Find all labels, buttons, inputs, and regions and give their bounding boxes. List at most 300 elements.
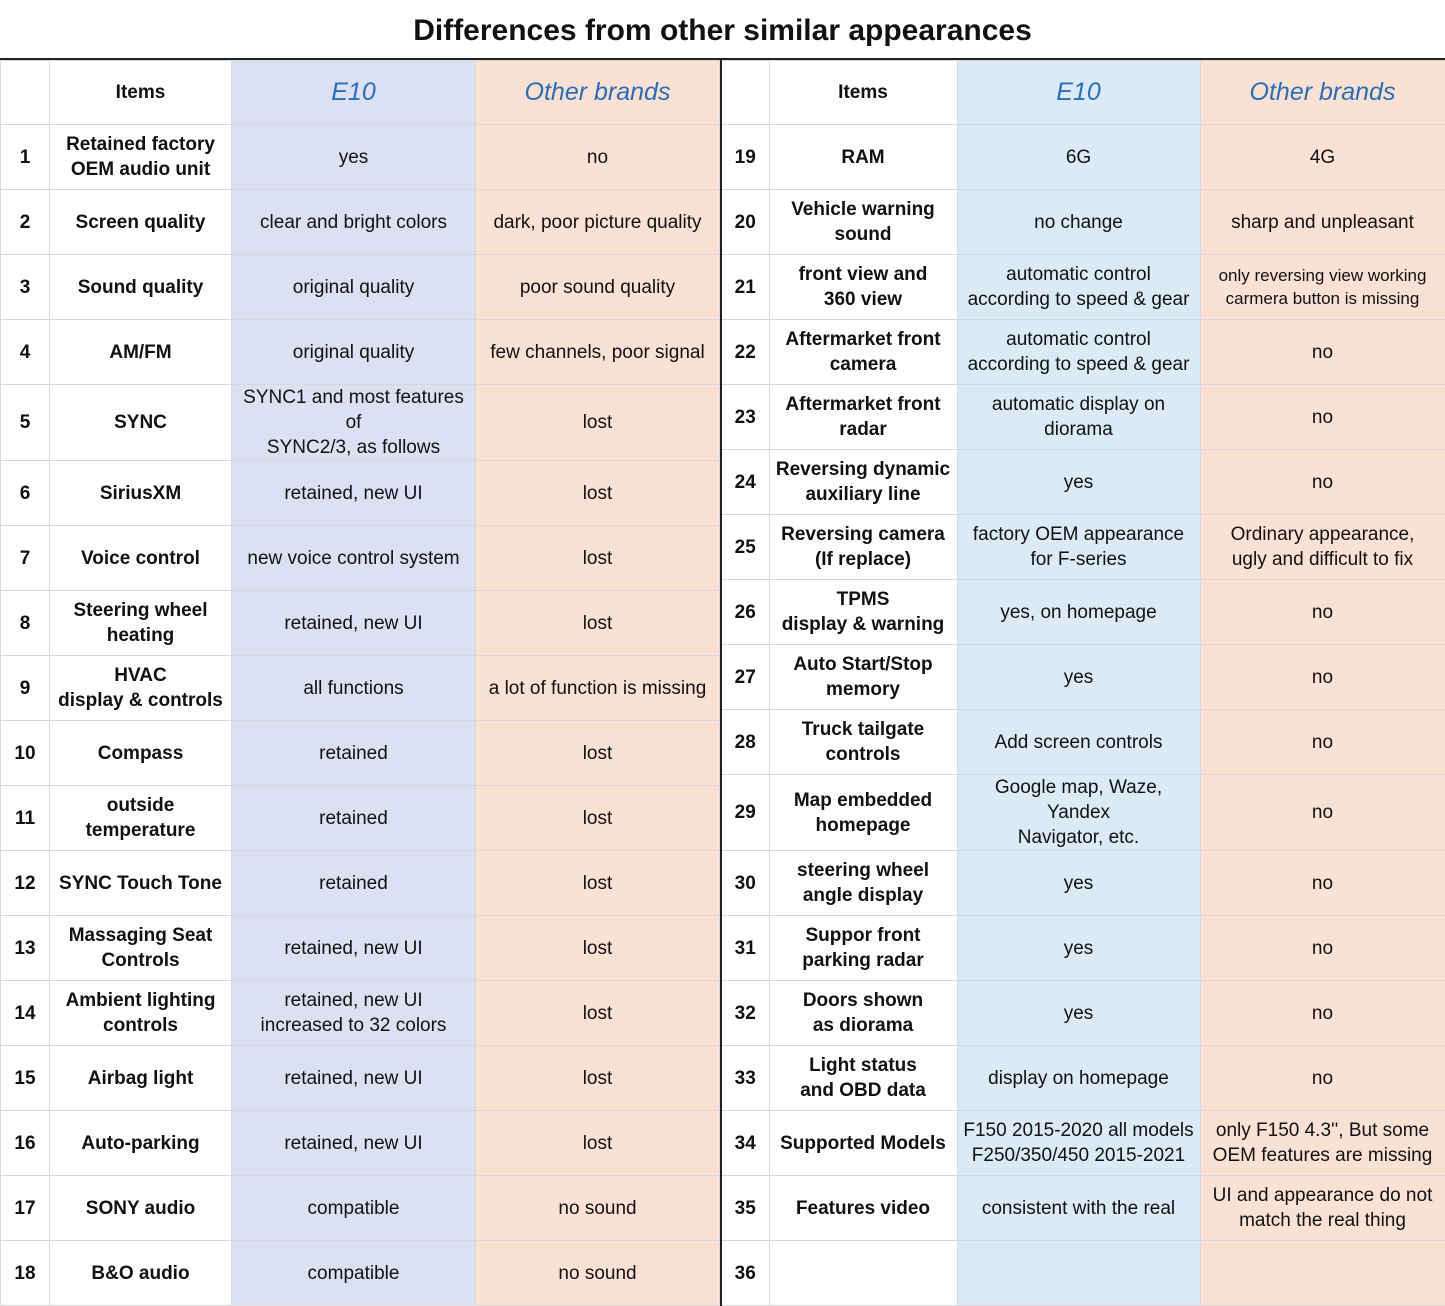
e10-cell-line: retained, new UI (284, 612, 423, 634)
e10-cell (957, 710, 1200, 775)
e10-cell (232, 851, 476, 916)
other-brands-cell (1200, 851, 1445, 916)
other-brands-cell (476, 461, 720, 526)
other-brands-cell (1200, 450, 1445, 515)
other-brands-cell (476, 981, 720, 1046)
item-cell-line: SiriusXM (99, 482, 182, 504)
e10-cell-line: original quality (292, 276, 415, 298)
table-row (1, 656, 720, 721)
other-brands-cell (476, 190, 720, 255)
other-brands-cell-line: no (1311, 666, 1334, 688)
e10-cell-line: consistent with the real (981, 1197, 1176, 1219)
e10-cell-line: original quality (292, 341, 415, 363)
table-row (1, 1046, 720, 1111)
e10-cell-line: compatible (307, 1262, 400, 1284)
other-brands-cell (476, 385, 720, 461)
other-brands-cell-line: OEM features are missing (1212, 1145, 1433, 1166)
other-brands-cell-line: no (1311, 731, 1334, 753)
row-number: 33 (721, 1046, 769, 1111)
e10-cell (232, 591, 476, 656)
e10-cell (957, 1046, 1200, 1111)
item-cell (769, 645, 957, 710)
row-number: 35 (721, 1176, 769, 1241)
item-cell-line: Controls (101, 950, 180, 971)
other-brands-cell-line: 4G (1309, 146, 1336, 168)
table-row (1, 916, 720, 981)
other-brands-cell (476, 656, 720, 721)
e10-cell (232, 125, 476, 190)
e10-cell-line: automatic display on (991, 394, 1166, 415)
item-cell-line: Ambient lighting (65, 990, 216, 1011)
item-cell-line: Reversing camera (781, 524, 945, 545)
e10-cell (957, 851, 1200, 916)
row-number: 2 (1, 190, 50, 255)
other-brands-cell (476, 721, 720, 786)
other-brands-cell-line: ugly and difficult to fix (1231, 549, 1414, 570)
item-cell (769, 320, 957, 385)
table-row (1, 1111, 720, 1176)
e10-cell-line: factory OEM appearance (972, 524, 1185, 545)
other-brands-cell-line: no (1311, 601, 1334, 623)
table-row (721, 1176, 1445, 1241)
other-brands-cell (1200, 916, 1445, 981)
other-brands-cell (1200, 190, 1445, 255)
item-cell (769, 450, 957, 515)
other-brands-cell (1200, 710, 1445, 775)
e10-cell-line: new voice control system (247, 547, 460, 569)
item-cell (769, 851, 957, 916)
header-items: Items (50, 61, 232, 125)
item-cell (50, 255, 232, 320)
row-number: 22 (721, 320, 769, 385)
item-cell-line: Truck tailgate (801, 719, 925, 740)
e10-cell-line: Google map, Waze, Yandex (994, 777, 1163, 823)
other-brands-cell-line: lost (582, 1067, 613, 1089)
table-row (1, 1176, 720, 1241)
header-num (721, 61, 769, 125)
other-brands-cell-line: dark, poor picture quality (493, 211, 702, 233)
other-brands-cell-line: carmera button is missing (1225, 289, 1420, 308)
e10-cell (957, 255, 1200, 320)
item-cell-line: display & controls (58, 690, 223, 711)
item-cell-line: homepage (815, 814, 911, 836)
item-cell-line: steering wheel (797, 860, 929, 881)
item-cell-line: Massaging Seat (68, 925, 213, 946)
item-cell-line: controls (825, 744, 901, 765)
e10-cell-line: automatic control (1006, 264, 1151, 285)
e10-cell-line: Navigator, etc. (1017, 827, 1140, 848)
item-cell-line: TPMS (836, 589, 890, 610)
item-cell (50, 526, 232, 591)
other-brands-cell-line: no (586, 146, 609, 168)
other-brands-cell-line: no (1311, 1002, 1334, 1024)
e10-cell-line: Add screen controls (994, 731, 1163, 753)
row-number: 20 (721, 190, 769, 255)
header-other-brands: Other brands (1200, 61, 1445, 125)
e10-cell (232, 190, 476, 255)
row-number: 25 (721, 515, 769, 580)
item-cell-line: Reversing dynamic (775, 459, 951, 480)
item-cell-line: and OBD data (800, 1080, 926, 1101)
comparison-table-right (720, 60, 1445, 1306)
item-cell-line: B&O audio (91, 1262, 190, 1284)
table-row (1, 190, 720, 255)
item-cell (769, 981, 957, 1046)
e10-cell (957, 190, 1200, 255)
item-cell-line: outside (106, 795, 175, 816)
row-number: 16 (1, 1111, 50, 1176)
comparison-table-left (0, 60, 720, 1306)
other-brands-cell-line: lost (582, 937, 613, 959)
e10-cell-line: all functions (303, 677, 404, 699)
item-cell-line: Auto Start/Stop (793, 654, 933, 675)
e10-cell-line: retained (319, 807, 388, 829)
table-row (721, 851, 1445, 916)
item-cell (769, 916, 957, 981)
other-brands-cell-line: no (1311, 341, 1334, 363)
item-cell-line: temperature (85, 820, 196, 841)
e10-cell-line: according to speed & gear (967, 289, 1190, 310)
other-brands-cell-line: lost (582, 807, 613, 829)
item-cell (50, 1176, 232, 1241)
e10-cell-line: retained, new UI (284, 990, 423, 1011)
item-cell (769, 515, 957, 580)
e10-cell (232, 1046, 476, 1111)
other-brands-cell (1200, 645, 1445, 710)
table-row (721, 645, 1445, 710)
other-brands-cell (1200, 515, 1445, 580)
other-brands-cell-line: sharp and unpleasant (1231, 211, 1414, 233)
other-brands-cell (476, 125, 720, 190)
row-number: 6 (1, 461, 50, 526)
item-cell-line: Sound quality (77, 276, 204, 298)
table-row (721, 450, 1445, 515)
row-number: 28 (721, 710, 769, 775)
table-row (721, 125, 1445, 190)
e10-cell (957, 580, 1200, 645)
item-cell-line: Auto-parking (81, 1132, 200, 1154)
e10-cell-line: no change (1034, 211, 1123, 233)
item-cell-line: HVAC (114, 665, 167, 686)
other-brands-cell-line: no sound (558, 1262, 637, 1284)
item-cell-line: Steering wheel (73, 600, 208, 621)
e10-cell-line: according to speed & gear (967, 354, 1190, 375)
other-brands-cell-line: match the real thing (1239, 1210, 1406, 1231)
other-brands-cell-line: lost (582, 742, 613, 764)
e10-cell (232, 461, 476, 526)
e10-cell-line: compatible (307, 1197, 400, 1219)
e10-cell (232, 526, 476, 591)
item-cell (50, 1046, 232, 1111)
item-cell-line: auxiliary line (805, 484, 921, 505)
other-brands-cell (1200, 775, 1445, 851)
e10-cell (957, 125, 1200, 190)
row-number: 29 (721, 775, 769, 851)
table-header-row (1, 61, 720, 125)
row-number: 12 (1, 851, 50, 916)
e10-cell (232, 1176, 476, 1241)
e10-cell-line: display on homepage (988, 1067, 1169, 1089)
e10-cell (232, 320, 476, 385)
item-cell-line: Features video (795, 1197, 931, 1219)
item-cell (769, 1111, 957, 1176)
e10-cell (957, 320, 1200, 385)
e10-cell-line: retained, new UI (284, 937, 423, 959)
header-e10: E10 (957, 61, 1200, 125)
e10-cell (232, 656, 476, 721)
item-cell (769, 255, 957, 320)
item-cell-line: as diorama (812, 1015, 914, 1036)
other-brands-cell-line: no (1311, 937, 1334, 959)
item-cell (50, 591, 232, 656)
item-cell-line: RAM (841, 146, 885, 168)
row-number: 31 (721, 916, 769, 981)
table-row (721, 190, 1445, 255)
table-row (1, 526, 720, 591)
other-brands-cell (1200, 580, 1445, 645)
table-row (1, 320, 720, 385)
item-cell-line: sound (834, 224, 892, 245)
other-brands-cell-line: UI and appearance do not (1212, 1185, 1433, 1206)
item-cell (769, 710, 957, 775)
row-number: 19 (721, 125, 769, 190)
other-brands-cell-line: lost (582, 612, 613, 634)
other-brands-cell (1200, 1111, 1445, 1176)
e10-cell (232, 721, 476, 786)
item-cell (50, 851, 232, 916)
item-cell-line: Map embedded (793, 789, 933, 811)
other-brands-cell-line: only reversing view working (1218, 266, 1427, 285)
other-brands-cell (476, 1111, 720, 1176)
e10-cell (232, 981, 476, 1046)
e10-cell-line: for F-series (1030, 549, 1127, 570)
e10-cell (957, 385, 1200, 450)
item-cell (50, 916, 232, 981)
page-title: Differences from other similar appearances (0, 0, 1445, 60)
header-other-brands: Other brands (476, 61, 720, 125)
item-cell (50, 981, 232, 1046)
row-number: 24 (721, 450, 769, 515)
item-cell-line: Aftermarket front (785, 329, 941, 350)
table-row (1, 255, 720, 320)
e10-cell-line: F250/350/450 2015-2021 (971, 1145, 1186, 1166)
header-e10: E10 (232, 61, 476, 125)
item-cell-line: AM/FM (109, 341, 172, 363)
other-brands-cell (1200, 255, 1445, 320)
other-brands-cell (1200, 1046, 1445, 1111)
item-cell-line: camera (829, 354, 897, 375)
row-number: 8 (1, 591, 50, 656)
other-brands-cell (476, 255, 720, 320)
table-row (1, 591, 720, 656)
item-cell (769, 580, 957, 645)
row-number: 5 (1, 385, 50, 461)
item-cell-line: Suppor front (805, 925, 921, 946)
item-cell-line: Vehicle warning (791, 199, 935, 220)
row-number: 26 (721, 580, 769, 645)
e10-cell-line: retained, new UI (284, 482, 423, 504)
e10-cell-line: retained, new UI (284, 1067, 423, 1089)
item-cell (769, 1046, 957, 1111)
e10-cell (957, 775, 1200, 851)
other-brands-cell-line: lost (582, 872, 613, 894)
table-row (721, 255, 1445, 320)
row-number: 13 (1, 916, 50, 981)
item-cell-line: angle display (802, 885, 924, 906)
item-cell (769, 125, 957, 190)
table-row (1, 125, 720, 190)
e10-cell-line: yes (1063, 1002, 1094, 1024)
other-brands-cell-line: lost (582, 412, 613, 433)
other-brands-cell (476, 1176, 720, 1241)
item-cell (769, 190, 957, 255)
other-brands-cell (1200, 1176, 1445, 1241)
row-number: 36 (721, 1241, 769, 1306)
other-brands-cell-line: no (1311, 406, 1334, 428)
table-row (721, 515, 1445, 580)
item-cell-line: Airbag light (87, 1067, 194, 1089)
row-number: 27 (721, 645, 769, 710)
other-brands-cell (476, 851, 720, 916)
item-cell-line: Doors shown (802, 990, 924, 1011)
item-cell-line: Retained factory (66, 134, 215, 155)
e10-cell-line: automatic control (1006, 329, 1151, 350)
item-cell-line: Supported Models (780, 1132, 946, 1154)
item-cell (50, 125, 232, 190)
row-number: 1 (1, 125, 50, 190)
table-row (721, 1046, 1445, 1111)
other-brands-cell-line: Ordinary appearance, (1230, 524, 1415, 545)
item-cell-line: front view and (798, 264, 928, 285)
item-cell-line: display & warning (781, 614, 945, 635)
row-number: 9 (1, 656, 50, 721)
other-brands-cell (476, 1046, 720, 1111)
other-brands-cell (1200, 385, 1445, 450)
other-brands-cell-line: lost (582, 1002, 613, 1024)
other-brands-cell-line: poor sound quality (519, 276, 676, 298)
e10-cell-line: yes (1063, 872, 1094, 894)
table-row (1, 851, 720, 916)
e10-cell-line: yes, on homepage (1000, 601, 1157, 623)
e10-cell (232, 916, 476, 981)
other-brands-cell (476, 591, 720, 656)
e10-cell-line: increased to 32 colors (260, 1015, 447, 1036)
e10-cell-line: yes (338, 146, 369, 168)
row-number: 32 (721, 981, 769, 1046)
row-number: 23 (721, 385, 769, 450)
item-cell-line: Light status (809, 1055, 917, 1076)
other-brands-cell-line: no (1311, 872, 1334, 894)
other-brands-cell-line: lost (582, 482, 613, 504)
e10-cell (957, 645, 1200, 710)
item-cell (50, 1111, 232, 1176)
e10-cell-line: retained (319, 742, 388, 764)
item-cell-line: SYNC (114, 412, 167, 433)
row-number: 15 (1, 1046, 50, 1111)
e10-cell-line: retained, new UI (284, 1132, 423, 1154)
item-cell (50, 656, 232, 721)
item-cell-line: Screen quality (75, 211, 206, 233)
row-number: 34 (721, 1111, 769, 1176)
table-row (1, 786, 720, 851)
e10-cell (957, 981, 1200, 1046)
table-header-row (721, 61, 1445, 125)
e10-cell-line: retained (319, 872, 388, 894)
other-brands-cell (476, 786, 720, 851)
e10-cell-line: F150 2015-2020 all models (963, 1120, 1194, 1141)
row-number: 14 (1, 981, 50, 1046)
item-cell (769, 775, 957, 851)
table-row (1, 721, 720, 786)
other-brands-cell-line: a lot of function is missing (488, 677, 707, 699)
other-brands-cell-line: no (1311, 802, 1334, 823)
item-cell-line: OEM audio unit (70, 159, 211, 180)
item-cell (50, 320, 232, 385)
item-cell-line: (If replace) (814, 549, 912, 570)
table-row (721, 1111, 1445, 1176)
header-num (1, 61, 50, 125)
e10-cell (232, 1111, 476, 1176)
item-cell-line: heating (106, 625, 175, 646)
other-brands-cell-line: lost (582, 547, 613, 569)
other-brands-cell-line: few channels, poor signal (490, 341, 705, 363)
e10-cell (957, 916, 1200, 981)
row-number: 7 (1, 526, 50, 591)
item-cell (50, 385, 232, 461)
e10-cell (232, 385, 476, 461)
e10-cell (957, 1111, 1200, 1176)
e10-cell-line: SYNC2/3, as follows (266, 437, 441, 458)
item-cell-line: Voice control (81, 547, 200, 569)
item-cell (50, 190, 232, 255)
row-number: 10 (1, 721, 50, 786)
item-cell-line: controls (103, 1015, 178, 1036)
table-row (721, 916, 1445, 981)
tables-container (0, 60, 1445, 1296)
row-number: 30 (721, 851, 769, 916)
item-cell-line: radar (839, 419, 887, 440)
e10-cell-line: SYNC1 and most features of (243, 387, 464, 433)
other-brands-cell-line: no sound (558, 1197, 637, 1219)
item-cell-line: Compass (97, 742, 184, 764)
e10-cell (957, 1176, 1200, 1241)
item-cell (50, 786, 232, 851)
other-brands-cell (476, 320, 720, 385)
item-cell-line: memory (826, 679, 900, 700)
e10-cell-line: yes (1063, 666, 1094, 688)
table-row (721, 385, 1445, 450)
table-row (721, 580, 1445, 645)
item-cell-line: SONY audio (85, 1197, 196, 1219)
row-number: 11 (1, 786, 50, 851)
e10-cell-line: yes (1063, 937, 1094, 959)
item-cell-line: Aftermarket front (785, 394, 941, 415)
item-cell (50, 721, 232, 786)
item-cell (50, 461, 232, 526)
item-cell (769, 385, 957, 450)
e10-cell (957, 450, 1200, 515)
other-brands-cell (476, 526, 720, 591)
row-number: 17 (1, 1176, 50, 1241)
header-items: Items (769, 61, 957, 125)
row-number: 4 (1, 320, 50, 385)
e10-cell-line: clear and bright colors (260, 211, 447, 233)
other-brands-cell-line: lost (582, 1132, 613, 1154)
other-brands-cell-line: no (1311, 1067, 1334, 1089)
e10-cell-line: 6G (1065, 146, 1092, 168)
table-row (1, 461, 720, 526)
e10-cell (957, 515, 1200, 580)
